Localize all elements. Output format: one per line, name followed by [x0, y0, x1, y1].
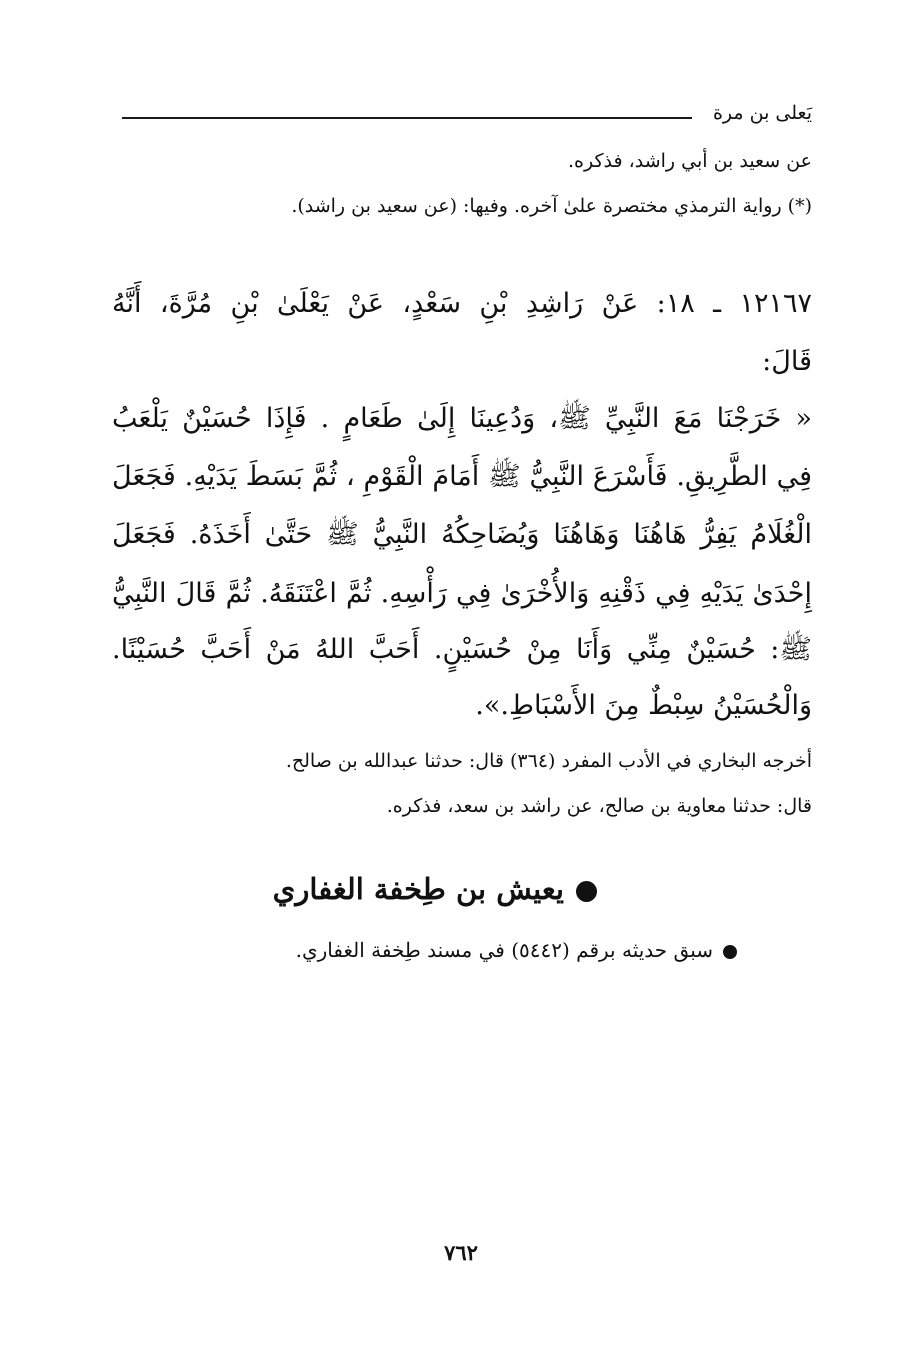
hadith-isnad-line: ١٢١٦٧ ـ ١٨: عَنْ رَاشِدِ بْنِ سَعْدٍ، عَنْ يَعْلَىٰ بْنِ مُرَّةَ، أَنَّهُ	[112, 288, 812, 319]
hadith-matn-line-3: الْغُلَامُ يَفِرُّ هَاهُنَا وَهَاهُنَا وَيُضَاحِكُهُ النَّبِيُّ ﷺ حَتَّىٰ أَخَذَهُ. فَجَعَلَ	[112, 519, 812, 550]
takhrij-line-2: قال: حدثنا معاوية بن صالح، عن راشد بن سعد، فذكره.	[386, 795, 812, 817]
takhrij-line-1: أخرجه البخاري في الأدب المفرد (٣٦٤) قال: حدثنا عبدالله بن صالح.	[285, 750, 812, 772]
section-heading	[273, 872, 597, 906]
hadith-matn-line-1: « خَرَجْنَا مَعَ النَّبِيِّ ﷺ، وَدُعِينَا إِلَىٰ طَعَامٍ . فَإِذَا حُسَيْنٌ يَلْعَبُ	[112, 403, 812, 434]
hadith-matn-line-6: وَالْحُسَيْنُ سِبْطٌ مِنَ الأَسْبَاطِ.».	[475, 690, 812, 721]
header-rule	[122, 117, 692, 119]
tirmidhi-note: (*) رواية الترمذي مختصرة علىٰ آخره. وفيها: (عن سعيد بن راشد).	[291, 195, 812, 217]
hadith-matn-line-4: إِحْدَىٰ يَدَيْهِ فِي ذَقْنِهِ وَالأُخْرَىٰ فِي رَأْسِهِ. ثُمَّ اعْتَنَقَهُ. ثُمَّ قَالَ النَّبِيُّ	[112, 578, 812, 609]
cross-reference-note	[296, 938, 737, 962]
section-heading-text: يعيش بن طِخفة الغفاري	[272, 872, 564, 906]
bullet-icon	[723, 945, 737, 959]
previous-hadith-source-line: عن سعيد بن أبي راشد، فذكره.	[567, 150, 812, 172]
page-number: ٧٦٢	[444, 1240, 478, 1265]
bullet-icon	[576, 881, 597, 902]
running-title: يَعلى بن مرة	[712, 102, 812, 124]
cross-reference-text: سبق حديثه برقم (٥٤٤٢) في مسند طِخفة الغفاري.	[295, 938, 713, 962]
hadith-matn-line-5: ﷺ: حُسَيْنٌ مِنِّي وَأَنَا مِنْ حُسَيْنٍ. أَحَبَّ اللهُ مَنْ أَحَبَّ حُسَيْنًا.	[112, 634, 812, 665]
hadith-matn-line-2: فِي الطَّرِيقِ. فَأَسْرَعَ النَّبِيُّ ﷺ أَمَامَ الْقَوْمِ ، ثُمَّ بَسَطَ يَدَيْهِ. فَجَعَلَ	[112, 461, 812, 492]
hadith-qala: قَالَ:	[762, 346, 812, 377]
running-header	[122, 100, 812, 134]
